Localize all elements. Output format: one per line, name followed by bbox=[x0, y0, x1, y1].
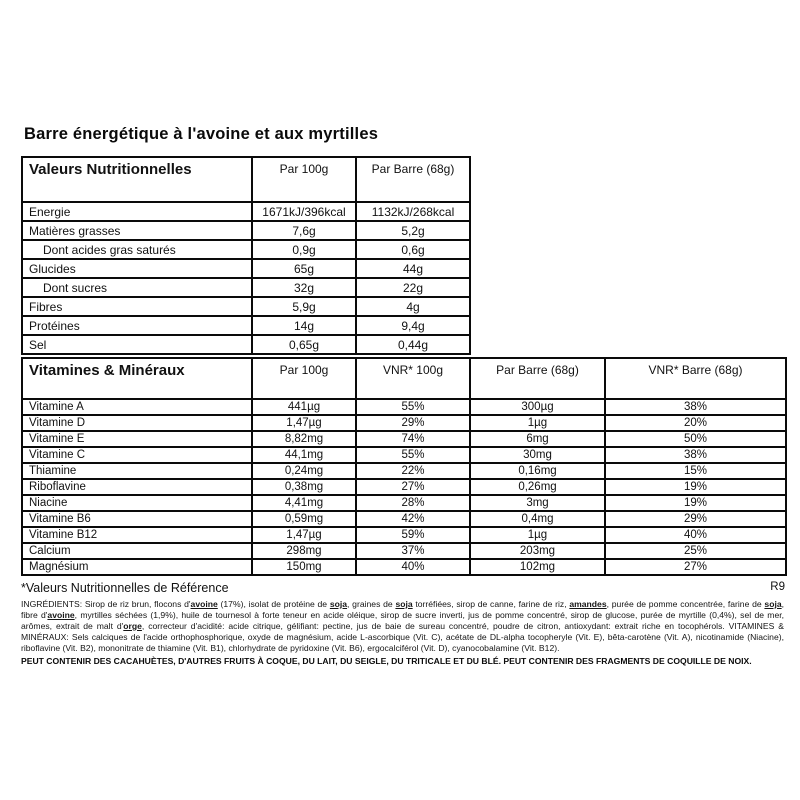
table-row bbox=[22, 431, 786, 447]
row-value: 0,65g bbox=[252, 335, 356, 354]
vitamins-table-header-row bbox=[22, 358, 786, 399]
ref-code: R9 bbox=[770, 581, 785, 593]
row-value: 6mg bbox=[470, 431, 605, 447]
table-row bbox=[22, 221, 470, 240]
row-value: 19% bbox=[605, 479, 786, 495]
row-value: 0,6g bbox=[356, 240, 470, 259]
row-value: 27% bbox=[605, 559, 786, 575]
row-value: 1132kJ/268kcal bbox=[356, 202, 470, 221]
row-value: 0,38mg bbox=[252, 479, 356, 495]
row-value: 203mg bbox=[470, 543, 605, 559]
vnr-footnote: *Valeurs Nutritionnelles de Référence bbox=[21, 581, 229, 595]
table-row bbox=[22, 259, 470, 278]
row-label: Vitamine B6 bbox=[22, 511, 252, 527]
page-title: Barre énergétique à l'avoine et aux myrtilles bbox=[24, 125, 379, 143]
row-value: 7,6g bbox=[252, 221, 356, 240]
row-value: 59% bbox=[356, 527, 470, 543]
row-value: 1µg bbox=[470, 415, 605, 431]
nutrition-col-per-100g: Par 100g bbox=[252, 157, 356, 202]
table-row bbox=[22, 335, 470, 354]
row-label: Calcium bbox=[22, 543, 252, 559]
row-label: Dont acides gras saturés bbox=[22, 240, 252, 259]
row-label: Vitamine D bbox=[22, 415, 252, 431]
row-value: 32g bbox=[252, 278, 356, 297]
row-label: Matières grasses bbox=[22, 221, 252, 240]
table-row bbox=[22, 316, 470, 335]
row-value: 0,26mg bbox=[470, 479, 605, 495]
row-value: 74% bbox=[356, 431, 470, 447]
row-value: 300µg bbox=[470, 399, 605, 415]
row-value: 40% bbox=[605, 527, 786, 543]
row-value: 29% bbox=[356, 415, 470, 431]
row-value: 22g bbox=[356, 278, 470, 297]
row-value: 29% bbox=[605, 511, 786, 527]
table-row bbox=[22, 415, 786, 431]
row-label: Glucides bbox=[22, 259, 252, 278]
row-value: 150mg bbox=[252, 559, 356, 575]
row-value: 28% bbox=[356, 495, 470, 511]
vitamins-col-vnr-bar: VNR* Barre (68g) bbox=[605, 358, 786, 399]
row-value: 25% bbox=[605, 543, 786, 559]
row-value: 1,47µg bbox=[252, 527, 356, 543]
row-value: 27% bbox=[356, 479, 470, 495]
allergen-warning: PEUT CONTENIR DES CACAHUÈTES, D'AUTRES FRUITS À COQUE, DU LAIT, DU SEIGLE, DU TRITICALE ET DU BLÉ. PEUT CONTENIR DES FRAGMENTS DE COQUILLE DE NOIX. bbox=[21, 656, 752, 666]
row-value: 55% bbox=[356, 447, 470, 463]
ingredient-segment: , graines de bbox=[347, 599, 396, 609]
vitamins-col-per-100g: Par 100g bbox=[252, 358, 356, 399]
table-row bbox=[22, 527, 786, 543]
vitamins-table-body bbox=[22, 399, 786, 575]
row-value: 1671kJ/396kcal bbox=[252, 202, 356, 221]
row-value: 19% bbox=[605, 495, 786, 511]
row-label: Fibres bbox=[22, 297, 252, 316]
row-value: 44,1mg bbox=[252, 447, 356, 463]
nutrition-table bbox=[21, 156, 471, 355]
vitamins-col-vnr-100g: VNR* 100g bbox=[356, 358, 470, 399]
vitamins-col-per-bar: Par Barre (68g) bbox=[470, 358, 605, 399]
table-row bbox=[22, 399, 786, 415]
row-value: 30mg bbox=[470, 447, 605, 463]
row-value: 38% bbox=[605, 447, 786, 463]
row-value: 0,24mg bbox=[252, 463, 356, 479]
table-row bbox=[22, 543, 786, 559]
ingredient-segment: , purée de pomme concentrée, farine de bbox=[606, 599, 765, 609]
row-value: 1,47µg bbox=[252, 415, 356, 431]
table-row bbox=[22, 202, 470, 221]
table-row bbox=[22, 463, 786, 479]
vitamins-table-title: Vitamines & Minéraux bbox=[22, 358, 252, 399]
ingredient-segment: , fibre d' bbox=[21, 599, 785, 620]
row-value: 0,9g bbox=[252, 240, 356, 259]
row-label: Magnésium bbox=[22, 559, 252, 575]
row-value: 8,82mg bbox=[252, 431, 356, 447]
row-value: 14g bbox=[252, 316, 356, 335]
ingredients-text bbox=[21, 599, 784, 654]
row-value: 20% bbox=[605, 415, 786, 431]
table-row bbox=[22, 479, 786, 495]
row-value: 441µg bbox=[252, 399, 356, 415]
ingredient-segment: , correcteur d'acidité: acide citrique, gélifiant: pectine, jus de baie de sureau concentré, poudre de citron, antioxydant: extrait riche en tocophérols. VITAMINES & MINÉRAUX: Sels calciques de l'acide orthophosphorique, oxyde de magnésium, acide L-ascorbique (Vit. C), acétate de DL-alpha tocopheryle (Vit. E), bêta-carotène (Vit. A), nicotinamide (Niacine), riboflavine (Vit. B2), mononitrate de thiamine (Vit. B1), chlorhydrate de pyridoxine (Vit. B6), ergocalciférol (Vit. D), cyanocobalamine (Vit. B12). bbox=[21, 620, 784, 653]
table-footer-row bbox=[21, 581, 785, 595]
row-label: Thiamine bbox=[22, 463, 252, 479]
row-value: 38% bbox=[605, 399, 786, 415]
ingredient-segment: INGRÉDIENTS: Sirop de riz brun, flocons d' bbox=[21, 599, 191, 609]
row-value: 15% bbox=[605, 463, 786, 479]
row-label: Sel bbox=[22, 335, 252, 354]
row-value: 3mg bbox=[470, 495, 605, 511]
nutrition-table-body bbox=[22, 202, 470, 354]
row-value: 50% bbox=[605, 431, 786, 447]
row-value: 5,2g bbox=[356, 221, 470, 240]
row-label: Niacine bbox=[22, 495, 252, 511]
row-value: 4g bbox=[356, 297, 470, 316]
table-row bbox=[22, 297, 470, 316]
nutrition-table-title: Valeurs Nutritionnelles bbox=[22, 157, 252, 202]
table-row bbox=[22, 240, 470, 259]
row-value: 9,4g bbox=[356, 316, 470, 335]
ingredient-allergen: avoine bbox=[47, 609, 75, 620]
row-value: 40% bbox=[356, 559, 470, 575]
row-value: 0,16mg bbox=[470, 463, 605, 479]
ingredient-segment: torréfiées, sirop de canne, farine de riz, bbox=[412, 599, 570, 609]
ingredient-allergen: soja bbox=[395, 599, 413, 609]
row-value: 4,41mg bbox=[252, 495, 356, 511]
ingredient-allergen: avoine bbox=[190, 599, 218, 609]
row-value: 37% bbox=[356, 543, 470, 559]
row-label: Riboflavine bbox=[22, 479, 252, 495]
row-value: 1µg bbox=[470, 527, 605, 543]
ingredient-allergen: soja bbox=[764, 599, 782, 609]
row-label: Dont sucres bbox=[22, 278, 252, 297]
row-value: 298mg bbox=[252, 543, 356, 559]
row-label: Vitamine A bbox=[22, 399, 252, 415]
nutrition-col-per-bar: Par Barre (68g) bbox=[356, 157, 470, 202]
row-value: 0,59mg bbox=[252, 511, 356, 527]
row-value: 65g bbox=[252, 259, 356, 278]
table-row bbox=[22, 559, 786, 575]
row-label: Vitamine B12 bbox=[22, 527, 252, 543]
row-value: 55% bbox=[356, 399, 470, 415]
ingredient-segment: , myrtilles séchées (1,9%), huile de tournesol à forte teneur en acide oléique, sirop de sucre inverti, jus de pomme concentré, sirop de glucose, purée de myrtille (0,4%), sel de mer, arômes, extrait de malt d' bbox=[21, 609, 784, 631]
nutrition-table-header-row bbox=[22, 157, 470, 202]
table-row bbox=[22, 447, 786, 463]
table-row bbox=[22, 511, 786, 527]
table-row bbox=[22, 495, 786, 511]
row-value: 5,9g bbox=[252, 297, 356, 316]
row-label: Protéines bbox=[22, 316, 252, 335]
row-value: 0,44g bbox=[356, 335, 470, 354]
ingredient-allergen: soja bbox=[329, 599, 348, 609]
row-label: Vitamine E bbox=[22, 431, 252, 447]
row-value: 44g bbox=[356, 259, 470, 278]
vitamins-table bbox=[21, 357, 787, 576]
ingredient-segment: (17%), isolat de protéine de bbox=[217, 599, 330, 609]
row-value: 42% bbox=[356, 511, 470, 527]
table-row bbox=[22, 278, 470, 297]
ingredient-allergen: amandes bbox=[569, 599, 607, 609]
row-value: 0,4mg bbox=[470, 511, 605, 527]
row-label: Energie bbox=[22, 202, 252, 221]
row-label: Vitamine C bbox=[22, 447, 252, 463]
row-value: 22% bbox=[356, 463, 470, 479]
row-value: 102mg bbox=[470, 559, 605, 575]
ingredient-allergen: orge bbox=[123, 620, 142, 631]
